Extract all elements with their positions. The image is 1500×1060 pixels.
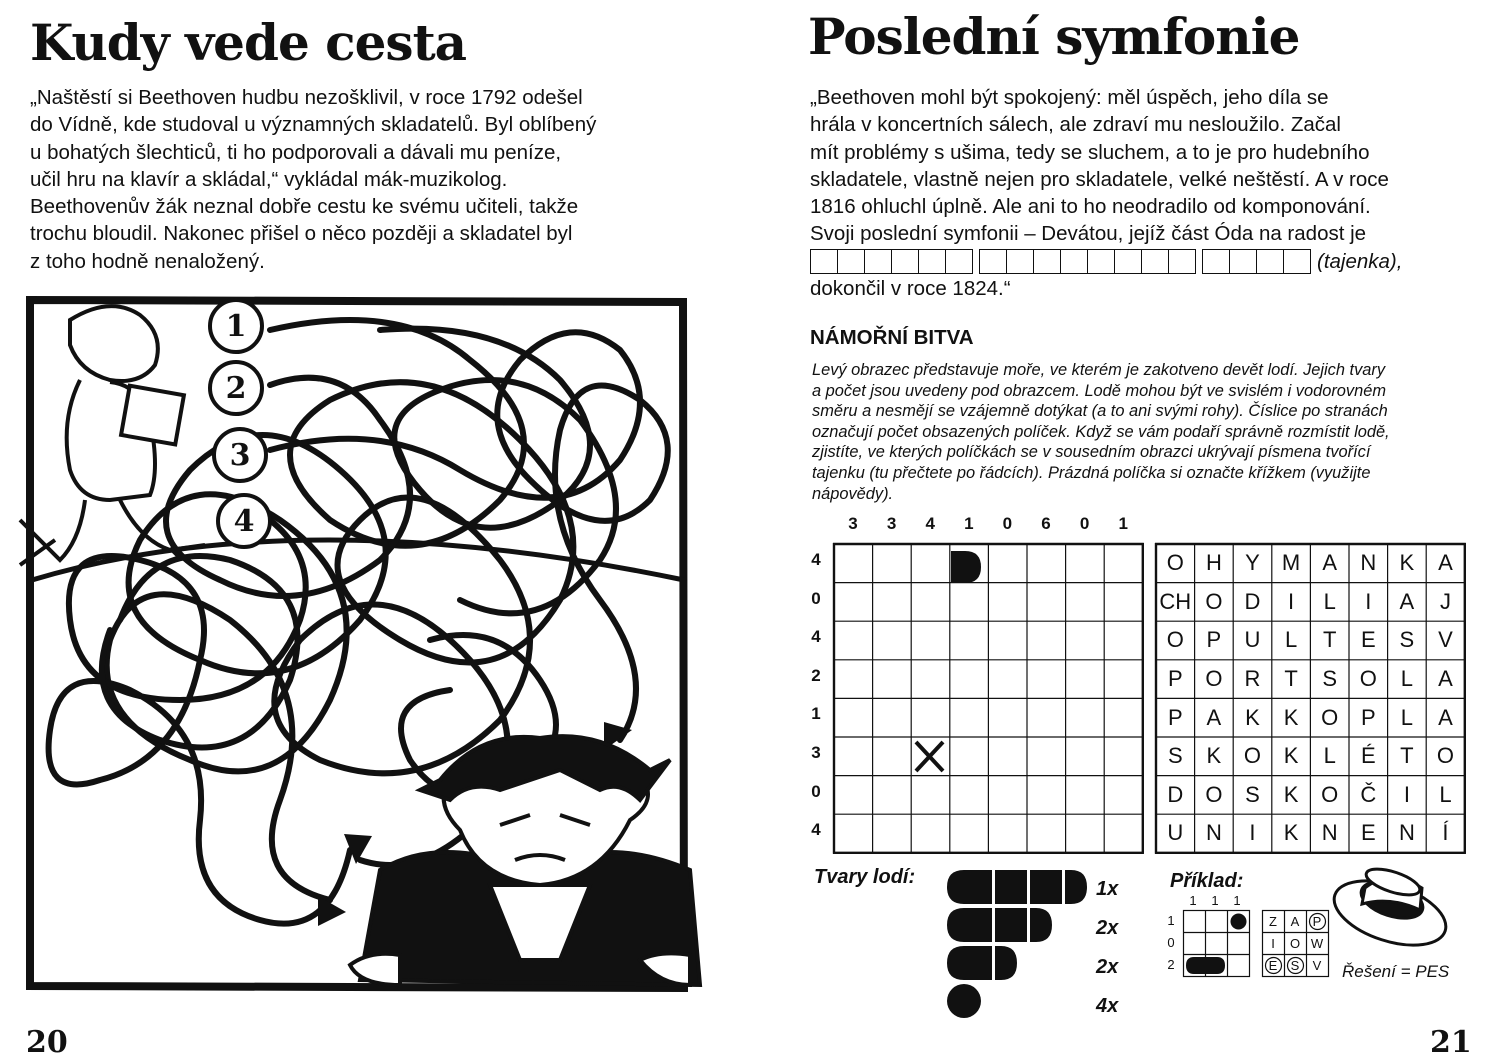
letter-cell: T bbox=[1284, 666, 1298, 692]
letter-cell: K bbox=[1283, 781, 1299, 807]
column-count: 0 bbox=[1079, 514, 1090, 533]
letter-cell: J bbox=[1439, 588, 1451, 614]
letter-cell: L bbox=[1323, 588, 1336, 614]
maze-start-3: 3 bbox=[229, 438, 251, 473]
letter-cell: É bbox=[1360, 743, 1376, 769]
left-story-line: trochu bloudil. Nakonec přišel o něco později a skladatel byl bbox=[30, 222, 573, 246]
letter-cell: Í bbox=[1442, 820, 1449, 846]
tajenka-box[interactable] bbox=[864, 249, 892, 274]
row-count: 0 bbox=[811, 588, 821, 608]
letter-cell: N bbox=[1360, 550, 1377, 576]
row-count: 0 bbox=[811, 781, 821, 801]
tajenka-word-2[interactable] bbox=[979, 249, 1196, 274]
example-label: Příklad: bbox=[1170, 870, 1244, 892]
tajenka-box[interactable] bbox=[1006, 249, 1034, 274]
example-letter: A bbox=[1290, 913, 1300, 929]
left-story-line: u bohatých šlechticů, ti ho podporovali a dávali mu peníze, bbox=[30, 140, 562, 164]
tajenka-box[interactable] bbox=[1229, 249, 1257, 274]
row-count: 3 bbox=[811, 743, 821, 762]
ship-1 bbox=[947, 984, 981, 1018]
right-story-line: 1816 ohluchl úplně. Ale ani to ho neodradilo od komponování. bbox=[810, 195, 1371, 219]
tajenka-boxes[interactable] bbox=[810, 249, 1317, 274]
letter-cell: Č bbox=[1360, 781, 1377, 807]
example-letter: V bbox=[1312, 957, 1322, 973]
ship-count-2: 2x bbox=[1096, 956, 1119, 978]
example-letter: W bbox=[1310, 935, 1324, 951]
row-count: 4 bbox=[811, 627, 821, 647]
letter-cell: A bbox=[1399, 588, 1415, 614]
letter-cell: L bbox=[1439, 781, 1452, 807]
right-story-line: mít problémy s ušima, tedy se sluchem, a to je pro hudebního bbox=[810, 140, 1370, 164]
left-story-line: učil hru na klavír a skládal,“ vykládal mák-muzikolog. bbox=[30, 167, 508, 191]
letter-cell: T bbox=[1400, 743, 1414, 769]
example-letter: O bbox=[1289, 935, 1301, 951]
letter-cell: I bbox=[1365, 588, 1372, 614]
tajenka-box[interactable] bbox=[1283, 249, 1311, 274]
letter-cell: P bbox=[1167, 666, 1183, 692]
column-count: 1 bbox=[1118, 514, 1128, 533]
left-page-title: Kudy vede cesta bbox=[30, 13, 467, 72]
tajenka-word-3[interactable] bbox=[1202, 249, 1311, 274]
example-row-count: 0 bbox=[1167, 935, 1175, 950]
tajenka-box[interactable] bbox=[837, 249, 865, 274]
right-story-line: Svoji poslední symfonii – Devátou, jejíž část Óda na radost je bbox=[810, 222, 1367, 246]
tajenka-box[interactable] bbox=[979, 249, 1007, 274]
ship-count-1: 4x bbox=[1096, 995, 1119, 1017]
example-row-count: 1 bbox=[1167, 913, 1175, 928]
column-count: 0 bbox=[1002, 514, 1013, 533]
tajenka-box[interactable] bbox=[810, 249, 838, 274]
example-letter: Z bbox=[1269, 913, 1277, 929]
letter-cell: O bbox=[1205, 666, 1223, 692]
example-row-count: 2 bbox=[1167, 957, 1175, 972]
letter-cell: P bbox=[1206, 627, 1222, 653]
ship-shapes bbox=[944, 868, 1094, 1018]
example-letter: E bbox=[1268, 957, 1278, 973]
instruction-line: Levý obrazec představuje moře, ve kterém je zakotveno devět lodí. Jejich tvary bbox=[812, 361, 1386, 379]
letter-cell: P bbox=[1167, 704, 1183, 730]
letter-cell: O bbox=[1205, 588, 1223, 614]
letter-cell: N bbox=[1205, 820, 1222, 846]
left-story-line: z toho hodně nenaložený. bbox=[30, 249, 265, 273]
ship-count-3: 2x bbox=[1096, 917, 1119, 939]
maze-start-4: 4 bbox=[233, 504, 255, 539]
ship-count-4: 1x bbox=[1096, 878, 1119, 900]
tajenka-word-1[interactable] bbox=[810, 249, 973, 274]
letter-cell: O bbox=[1166, 627, 1184, 653]
column-count: 3 bbox=[848, 514, 858, 533]
letter-cell: D bbox=[1244, 588, 1261, 614]
letter-cell: S bbox=[1399, 627, 1415, 653]
letter-cell: A bbox=[1206, 704, 1222, 730]
left-story-line: Beethovenův žák neznal dobře cestu ke svému učiteli, takže bbox=[30, 195, 579, 219]
tajenka-row bbox=[810, 248, 1402, 275]
instruction-line: směru a nesmějí se vzájemně dotýkat (a to ani svými rohy). Číslice po stranách bbox=[812, 402, 1388, 421]
row-count: 4 bbox=[811, 550, 821, 569]
letter-cell: S bbox=[1322, 666, 1338, 692]
ship-4 bbox=[947, 870, 1087, 904]
letter-cell: O bbox=[1321, 704, 1339, 730]
letter-cell: K bbox=[1399, 550, 1415, 576]
letter-cell: K bbox=[1206, 743, 1222, 769]
letter-cell: E bbox=[1360, 820, 1376, 846]
letter-cell: O bbox=[1359, 666, 1377, 692]
tajenka-box[interactable] bbox=[891, 249, 919, 274]
row-count: 2 bbox=[811, 665, 821, 685]
letter-cell: K bbox=[1283, 743, 1299, 769]
letter-cell: O bbox=[1205, 781, 1223, 807]
example-col-count: 1 bbox=[1189, 893, 1197, 908]
example-solution: Řešení = PES bbox=[1342, 962, 1450, 981]
column-count: 3 bbox=[886, 514, 897, 533]
tajenka-box[interactable] bbox=[1033, 249, 1061, 274]
letter-cell: D bbox=[1167, 781, 1184, 807]
letter-cell: A bbox=[1438, 666, 1453, 692]
example-letter: I bbox=[1271, 935, 1275, 951]
sea-grid[interactable] bbox=[833, 543, 1143, 853]
tajenka-box[interactable] bbox=[1087, 249, 1115, 274]
right-page-title: Poslední symfonie bbox=[808, 7, 1300, 66]
example-col-count: 1 bbox=[1233, 893, 1241, 908]
tajenka-box[interactable] bbox=[918, 249, 946, 274]
tajenka-box[interactable] bbox=[1141, 249, 1169, 274]
letter-cell: O bbox=[1321, 781, 1339, 807]
letter-cell: K bbox=[1283, 704, 1299, 730]
letter-cell: S bbox=[1167, 743, 1183, 769]
instruction-line: nápovědy). bbox=[812, 484, 894, 503]
letter-cell: L bbox=[1284, 627, 1298, 653]
battleship-title: NÁMOŘNÍ BITVA bbox=[810, 326, 974, 349]
letter-cell: T bbox=[1322, 627, 1337, 653]
letter-cell: I bbox=[1403, 781, 1410, 807]
tajenka-box[interactable] bbox=[1114, 249, 1142, 274]
ship-shapes-label: Tvary lodí: bbox=[814, 866, 916, 888]
column-count: 1 bbox=[964, 514, 974, 533]
right-story-paragraph bbox=[810, 84, 1402, 302]
letter-cell: A bbox=[1438, 704, 1453, 730]
right-story-end: dokončil v roce 1824.“ bbox=[810, 277, 1011, 301]
instruction-line: tajenku (tu přečtete po řádcích). Prázdná políčka si označte křížkem (využijte bbox=[812, 463, 1371, 482]
letter-cell: V bbox=[1438, 627, 1453, 653]
letter-cell: I bbox=[1288, 588, 1295, 614]
letter-cell: Y bbox=[1245, 550, 1260, 576]
tajenka-box[interactable] bbox=[1168, 249, 1196, 274]
tajenka-box[interactable] bbox=[1060, 249, 1088, 274]
letter-cell: I bbox=[1249, 820, 1256, 846]
maze-start-2: 2 bbox=[225, 371, 247, 406]
instruction-line: označují počet obsazených políček. Když se vám podaří správně rozmístit lodě, bbox=[812, 422, 1390, 441]
instruction-line: zjistíte, ve kterých políčkách se v sousedním obrazci ukrývají písmena tvořící bbox=[812, 443, 1371, 462]
letter-cell: L bbox=[1323, 743, 1336, 769]
left-story-line: do Vídně, kde studoval u významných skladatelů. Byl oblíbený bbox=[30, 113, 597, 137]
letter-cell: P bbox=[1360, 704, 1376, 730]
letter-cell: L bbox=[1400, 704, 1414, 730]
left-story-line: „Naštěstí si Beethoven hudbu nezošklivil, v roce 1792 odešel bbox=[30, 86, 583, 109]
ship-3 bbox=[947, 908, 1052, 942]
right-story-line: skladatele, vlastně nejen pro skladatele, velké neštěstí. A v roce bbox=[810, 167, 1389, 191]
column-count: 6 bbox=[1041, 514, 1051, 533]
letter-cell: A bbox=[1322, 550, 1338, 576]
ship-end-hint bbox=[951, 551, 981, 583]
letter-cell: O bbox=[1166, 550, 1184, 576]
water-cross-hint bbox=[916, 742, 943, 771]
maze-start-1: 1 bbox=[225, 309, 247, 344]
letter-cell: N bbox=[1398, 820, 1415, 846]
instruction-line: a počet jsou uvedeny pod obrazcem. Lodě mohou být ve svislém i vodorovném bbox=[812, 381, 1386, 400]
letter-cell: H bbox=[1205, 550, 1222, 576]
battleship-instructions bbox=[812, 360, 1390, 504]
example-col-count: 1 bbox=[1211, 893, 1219, 908]
boater-hat-illustration bbox=[1330, 858, 1460, 958]
row-count: 4 bbox=[811, 820, 821, 840]
tajenka-label: (tajenka), bbox=[1317, 249, 1403, 273]
tajenka-box[interactable] bbox=[1256, 249, 1284, 274]
letter-cell: CH bbox=[1159, 588, 1192, 614]
example-letter: P bbox=[1312, 913, 1322, 929]
page-number-left: 20 bbox=[26, 1025, 68, 1060]
letter-cell: M bbox=[1281, 550, 1301, 576]
letter-cell: K bbox=[1283, 820, 1299, 846]
page-number-right: 21 bbox=[1430, 1025, 1472, 1060]
tajenka-box[interactable] bbox=[945, 249, 973, 274]
ship-2 bbox=[947, 946, 1017, 980]
right-story-line: hrála v koncertních sálech, ale zdraví mu nesloužilo. Začal bbox=[810, 113, 1341, 137]
letter-cell: U bbox=[1167, 820, 1184, 846]
column-count: 4 bbox=[925, 514, 935, 533]
letter-cell: O bbox=[1243, 743, 1262, 769]
letter-cell: N bbox=[1321, 820, 1338, 846]
tajenka-box[interactable] bbox=[1202, 249, 1230, 274]
letter-cell: L bbox=[1400, 666, 1414, 692]
letter-cell: K bbox=[1245, 704, 1260, 730]
letter-cell: U bbox=[1244, 627, 1261, 653]
student-figure bbox=[20, 306, 205, 565]
example-sea-grid bbox=[1183, 910, 1253, 980]
letter-cell: O bbox=[1436, 743, 1455, 769]
letter-cell: S bbox=[1245, 781, 1260, 807]
right-story-line: „Beethoven mohl být spokojený: měl úspěch, jeho díla se bbox=[810, 86, 1329, 109]
letter-cell: A bbox=[1438, 550, 1453, 576]
row-count: 1 bbox=[811, 704, 821, 724]
letter-cell: R bbox=[1244, 666, 1261, 692]
example-letter: S bbox=[1290, 957, 1300, 973]
letter-cell: E bbox=[1360, 627, 1376, 653]
